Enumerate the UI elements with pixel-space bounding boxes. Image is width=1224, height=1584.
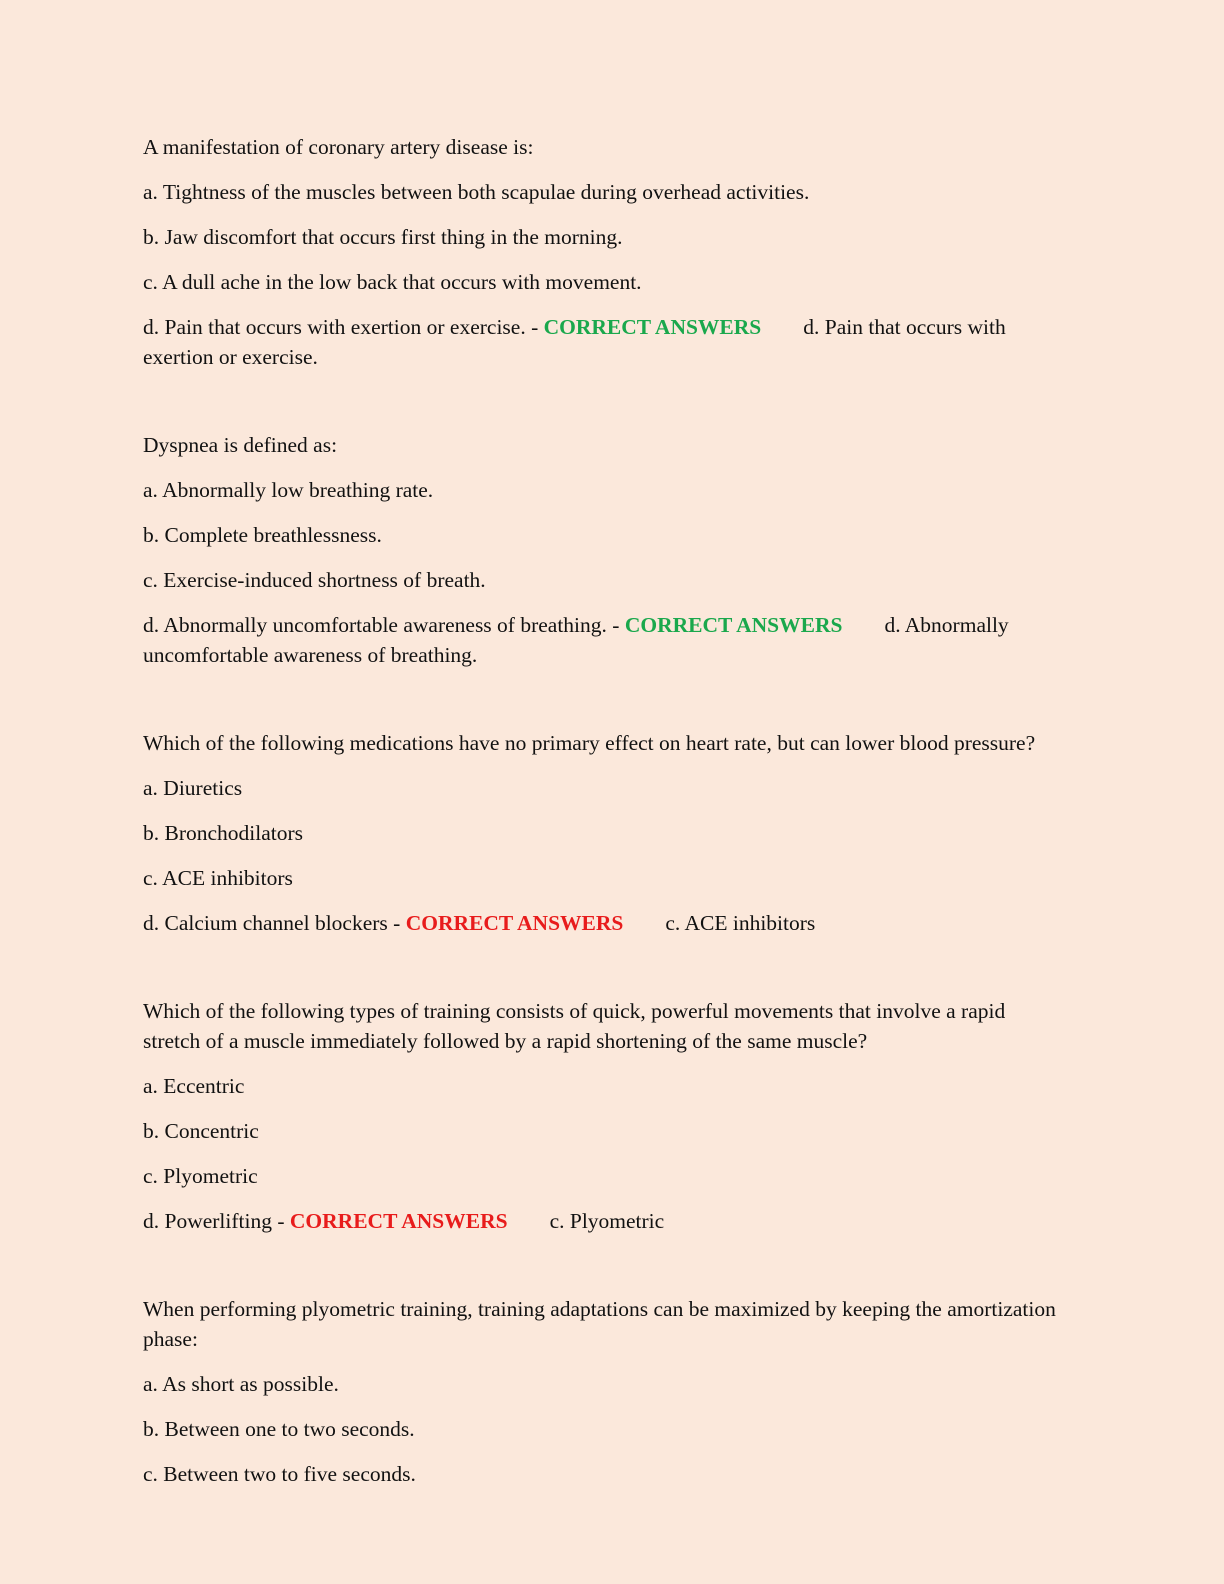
question-block bbox=[143, 996, 1063, 1236]
answer-option: a. Abnormally low breathing rate. bbox=[143, 478, 434, 502]
answer-option: b. Concentric bbox=[143, 1119, 259, 1143]
answer-option: c. Exercise-induced shortness of breath. bbox=[143, 568, 486, 592]
question-text: A manifestation of coronary artery disease is: bbox=[143, 135, 534, 159]
answer-option: d. Abnormally uncomfortable awareness of breathing. - bbox=[143, 613, 625, 637]
answer-option: d. Calcium channel blockers - bbox=[143, 911, 406, 935]
answer-option: d. Powerlifting - bbox=[143, 1209, 290, 1233]
question-text: Which of the following medications have no primary effect on heart rate, but can lower blood pressure? bbox=[143, 731, 1036, 755]
answer-option: a. As short as possible. bbox=[143, 1372, 339, 1396]
correct-answers-label: CORRECT ANSWERS bbox=[405, 911, 624, 935]
answer-option: a. Tightness of the muscles between both scapulae during overhead activities. bbox=[143, 180, 810, 204]
correct-answers-label: CORRECT ANSWERS bbox=[289, 1209, 508, 1233]
question-block bbox=[143, 1294, 1063, 1489]
document-page bbox=[143, 132, 1063, 1547]
answer-option: c. Between two to five seconds. bbox=[143, 1462, 416, 1486]
correct-answers-label: CORRECT ANSWERS bbox=[624, 613, 843, 637]
answer-key-line bbox=[143, 908, 1063, 938]
answer-option: b. Between one to two seconds. bbox=[143, 1417, 415, 1441]
correct-answer-text: c. Plyometric bbox=[549, 1209, 665, 1233]
question-block bbox=[143, 132, 1063, 372]
answer-option: c. ACE inhibitors bbox=[143, 866, 293, 890]
correct-answer-text: c. ACE inhibitors bbox=[665, 911, 816, 935]
question-text: Dyspnea is defined as: bbox=[143, 433, 338, 457]
question-text: When performing plyometric training, training adaptations can be maximized by keeping the amortization phase: bbox=[143, 1297, 1056, 1351]
answer-option: c. A dull ache in the low back that occurs with movement. bbox=[143, 270, 642, 294]
question-text: Which of the following types of training consists of quick, powerful movements that involve a rapid stretch of a muscle immediately followed by a rapid shortening of the same muscle? bbox=[143, 999, 1006, 1053]
answer-option: a. Diuretics bbox=[143, 776, 243, 800]
answer-key-line bbox=[143, 610, 1063, 670]
answer-option: c. Plyometric bbox=[143, 1164, 258, 1188]
correct-answer-text: d. Abnormally uncomfortable awareness of breathing. bbox=[143, 613, 1009, 667]
answer-option: b. Bronchodilators bbox=[143, 821, 304, 845]
answer-option: b. Jaw discomfort that occurs first thing in the morning. bbox=[143, 225, 623, 249]
answer-option: b. Complete breathlessness. bbox=[143, 523, 382, 547]
correct-answers-label: CORRECT ANSWERS bbox=[543, 315, 762, 339]
answer-option: a. Eccentric bbox=[143, 1074, 245, 1098]
question-block bbox=[143, 430, 1063, 670]
answer-key-line bbox=[143, 1206, 1063, 1236]
question-block bbox=[143, 728, 1063, 938]
correct-answer-text: d. Pain that occurs with exertion or exercise. bbox=[143, 315, 1006, 369]
answer-key-line bbox=[143, 312, 1063, 372]
answer-option: d. Pain that occurs with exertion or exercise. - bbox=[143, 315, 544, 339]
